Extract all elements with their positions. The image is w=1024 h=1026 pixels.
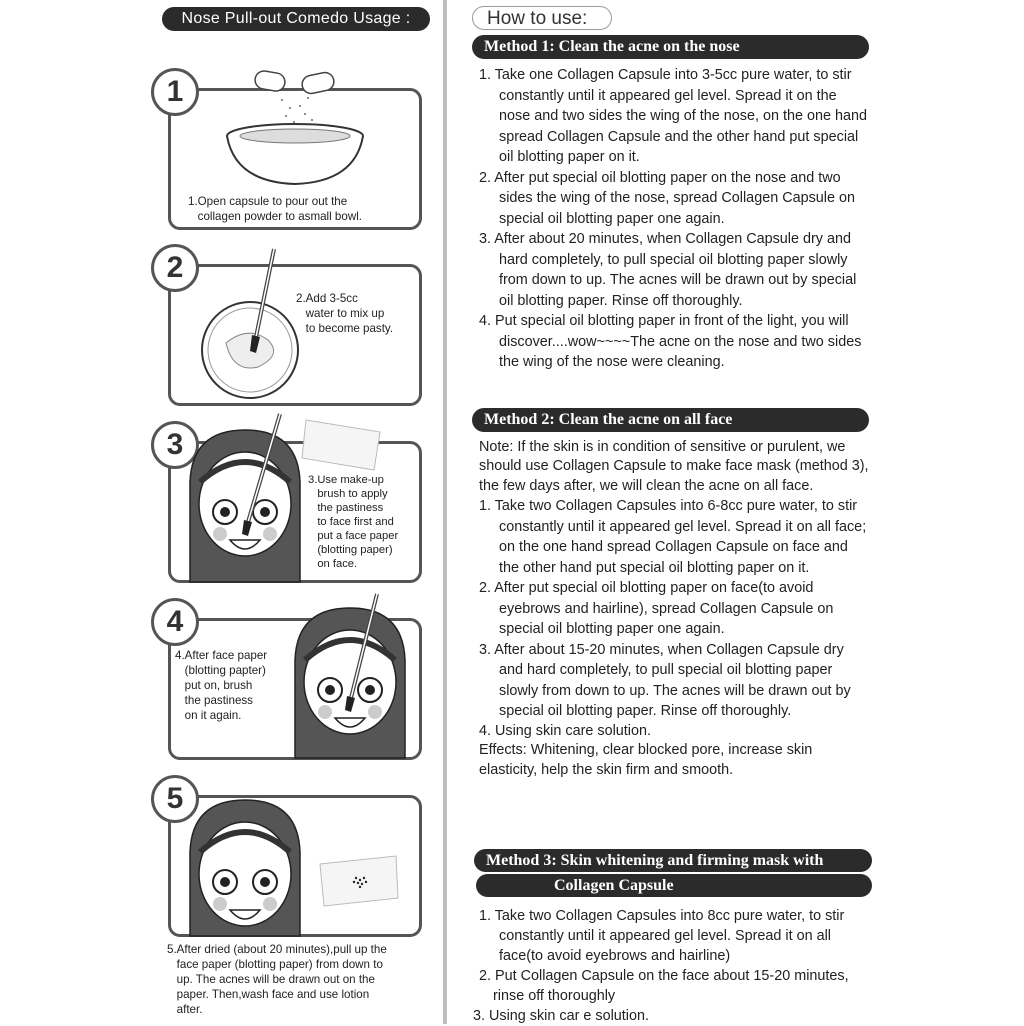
method-1-step-3: 3. After about 20 minutes, when Collagen Capsule dry and hard completely, to pull special oil blotting paper slowly from down to up. The acnes will be drawn out by special oil blotting paper. Rinse off thoroughly.	[479, 231, 857, 309]
method-3-title-line-1: Method 3: Skin whitening and firming mask with	[474, 849, 872, 872]
capsule-bowl-illustration	[220, 70, 370, 190]
method-2-step-3: 3. After about 15-20 minutes, when Collagen Capsule dry and hard completely, to pull special oil blotting paper slowly from down to up. The acnes will be drawn out by special oil blotting paper. Rinse off thoroughly.	[479, 641, 851, 720]
method-1-step-2: 2. After put special oil blotting paper on the nose and two sides the wing of the nose, spread Collagen Capsule on special oil blotting paper one again.	[479, 169, 855, 227]
method-3-step-1: 1. Take two Collagen Capsules into 8cc pure water, to stir constantly until it appeared gel level. Spread it on all face(to avoid eyebrows and hairline)	[479, 908, 845, 964]
step-2-number: 2	[151, 244, 199, 292]
step-4-number: 4	[151, 598, 199, 646]
girl-result-illustration	[180, 782, 310, 936]
used-blotting-paper-icon	[320, 856, 398, 906]
method-3-title-line-2: Collagen Capsule	[476, 874, 872, 897]
method-1-title: Method 1: Clean the acne on the nose	[472, 35, 869, 59]
blotting-paper-icon	[302, 420, 382, 470]
method-2-effects: Effects: Whitening, clear blocked pore, increase skin elasticity, help the skin firm and smooth.	[479, 742, 813, 778]
method-3-steps	[473, 906, 871, 1026]
plate-brush-illustration	[198, 245, 308, 400]
step-3-number: 3	[151, 421, 199, 469]
method-2-step-2: 2. After put special oil blotting paper on face(to avoid eyebrows and hairline), spread Collagen Capsule on special oil blotting paper one again.	[479, 580, 834, 638]
how-to-use-heading: How to use:	[472, 6, 612, 30]
girl-brush-illustration-2	[285, 590, 415, 758]
method-2-note: Note: If the skin is in condition of sensitive or purulent, we should use Collagen Capsule to make face mask (method 3), the few days after, we will clean the acne on all face.	[479, 439, 869, 494]
step-2-caption: 2.Add 3-5cc water to mix up to become pasty.	[296, 292, 394, 335]
method-3-step-3: 3. Using skin car e solution.	[473, 1008, 649, 1024]
method-2-title: Method 2: Clean the acne on all face	[472, 408, 869, 432]
method-2-step-1: 1. Take two Collagen Capsules into 6-8cc pure water, to stir constantly until it appeared gel level. Spread it on all face; on the one hand spread Collagen Capsule on face and the other hand put special oil blotting paper on it.	[479, 498, 867, 576]
method-3-step-2: 2. Put Collagen Capsule on the face about 15-20 minutes, rinse off thoroughly	[479, 968, 849, 1004]
step-1-number: 1	[151, 68, 199, 116]
method-2-content	[479, 438, 871, 780]
girl-brush-illustration	[180, 412, 310, 582]
step-1-caption: 1.Open capsule to pour out the collagen powder to asmall bowl.	[188, 195, 362, 223]
method-1-step-4: 4. Put special oil blotting paper in front of the light, you will discover....wow~~~~The acne on the nose and two sides the wing of the nose were cleaning.	[479, 313, 862, 370]
method-1-step-1: 1. Take one Collagen Capsule into 3-5cc pure water, to stir constantly until it appeared gel level. Spread it on the nose and two sides the wing of the nose, on the one hand spread Collagen Capsule and the other hand put special oil blotting paper on it.	[479, 67, 868, 165]
step-5-caption: 5.After dried (about 20 minutes),pull up the face paper (blotting paper) from down to up. The acnes will be drawn out on the paper. Then,wash face and use lotion after.	[167, 943, 387, 1016]
usage-title: Nose Pull-out Comedo Usage :	[162, 7, 430, 31]
step-5-number: 5	[151, 775, 199, 823]
method-2-step-4: 4. Using skin care solution.	[479, 722, 651, 739]
step-4-caption: 4.After face paper (blotting papter) put on, brush the pastiness on it again.	[175, 649, 268, 722]
step-3-caption: 3.Use make-up brush to apply the pastiness to face first and put a face paper (blotting paper) on face.	[308, 474, 399, 570]
method-1-steps	[479, 65, 871, 373]
column-divider	[443, 0, 447, 1024]
